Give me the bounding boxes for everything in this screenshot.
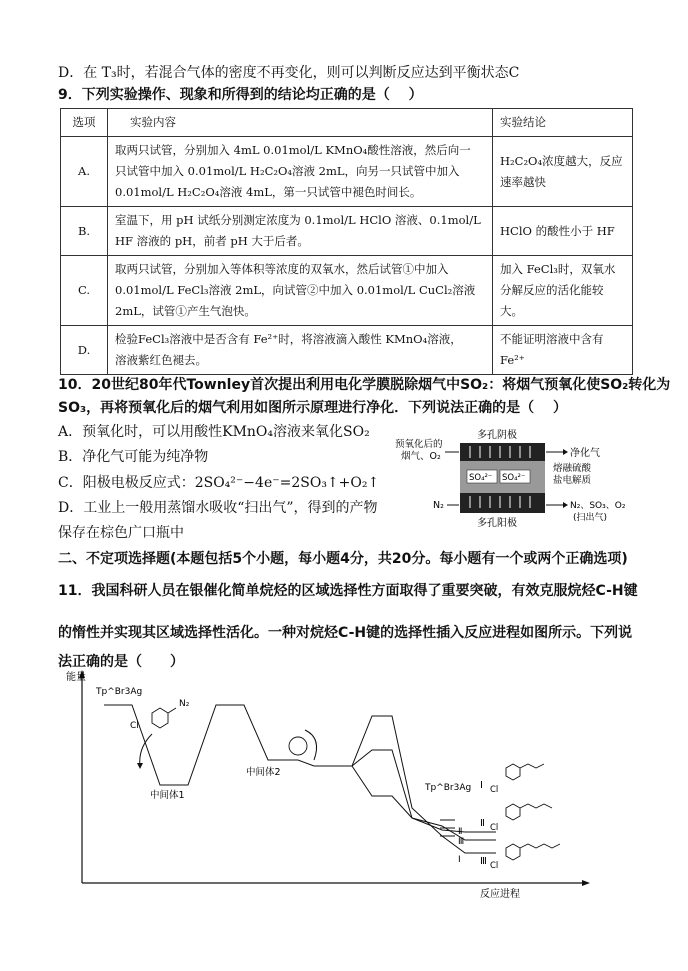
q11-stem-line1: 11．我国科研人员在银催化简单烷烃的区域选择性方面取得了重要突破，有效克服烷烃C-H键: [58, 583, 638, 599]
cell-line: HF 溶液的 pH，前者 pH 大于后者。: [115, 234, 309, 248]
table-header: 选项: [61, 109, 108, 137]
q10-option-d-line1: D．工业上一般用蒸馏水吸收“扫出气”，得到的产物: [58, 500, 378, 516]
energy-profile-diagram: [60, 668, 595, 900]
intermediate-2-label: 中间体2: [246, 767, 281, 778]
cell-line: 速率越快: [500, 174, 546, 189]
table-cell-option: C.: [61, 256, 108, 326]
table-cell-option: D.: [61, 326, 108, 375]
q10-option-c: C．阳极电极反应式：2SO₄²⁻−4e⁻=2SO₃↑+O₂↑: [58, 475, 380, 491]
table-cell-content: [108, 207, 493, 256]
cell-line: 溶液紫红色褪去。: [115, 353, 207, 367]
bond: [168, 708, 176, 713]
y-axis-label: 能量: [66, 672, 86, 683]
product-label: Ⅰ: [480, 780, 483, 791]
table-row: [61, 256, 633, 326]
cell-line: 加入 FeCl₃时，双氧水: [500, 262, 616, 276]
cell-line: 不能证明溶液中含有: [500, 332, 604, 346]
table-row: [61, 326, 633, 375]
experiment-table: [60, 108, 633, 375]
chlorine-label: Cl: [490, 823, 499, 833]
cell-line: 分解反应的活化能较: [500, 283, 604, 297]
ion-label: SO₄²⁻: [469, 473, 493, 483]
alkyl-chain: [520, 844, 560, 848]
benzene-ring: [152, 708, 168, 728]
inlet-label: 烟气、O₂: [401, 451, 441, 462]
product-label: Ⅲ: [480, 856, 487, 867]
table-cell-result: [493, 207, 633, 256]
table-header: 实验结论: [493, 109, 633, 137]
table-cell-result: [493, 326, 633, 375]
intermediate-1-label: 中间体1: [150, 790, 185, 801]
curve-label: Ⅱ: [458, 827, 463, 837]
table-cell-result: [493, 137, 633, 207]
benzene-ring: [506, 764, 520, 780]
curved-arrow: [140, 734, 152, 766]
q11-stem-line2: 的惰性并实现其区域选择性活化。一种对烷烃C-H键的选择性插入反应进程如图所示。下列说: [58, 625, 633, 641]
q10-stem-line2: SO₃，再将预氧化后的烟气利用如图所示原理进行净化．下列说法正确的是（ ）: [58, 400, 567, 416]
sweep-gas-label: N₂、SO₃、O₂: [570, 501, 626, 511]
cell-line: 2mL，试管①产生气泡快。: [115, 304, 256, 318]
anode-plate: [460, 493, 545, 513]
chlorine-label: Cl: [490, 785, 499, 795]
alkyl-chain: [520, 764, 544, 768]
benzene-ring: [506, 804, 520, 820]
anode-label: 多孔阳极: [477, 518, 517, 528]
electrolyte-label: 熔融硫酸: [553, 463, 592, 474]
table-cell-option: B.: [61, 207, 108, 256]
cell-line: 室温下，用 pH 试纸分别测定浓度为 0.1mol/L HClO 溶液、0.1mol/L: [115, 213, 481, 227]
q11-stem-line3: 法正确的是（ ）: [58, 654, 184, 670]
ion-label: SO₄²⁻: [502, 473, 526, 483]
cell-line: HClO 的酸性小于 HF: [500, 223, 615, 238]
benzene-ring: [506, 844, 520, 860]
q10-stem-line1: 10．20世纪80年代Townley首次提出利用电化学膜脱除烟气中SO₂：将烟气预氧化使SO₂转化为: [58, 377, 671, 393]
product-label: Ⅱ: [480, 818, 485, 829]
table-cell-content: [108, 137, 493, 207]
product-I: [480, 764, 544, 795]
table-header-row: [61, 109, 633, 137]
q10-option-b: B．净化气可能为纯净物: [58, 449, 209, 465]
table-cell-option: A.: [61, 137, 108, 207]
cell-line: 0.01mol/L FeCl₃溶液 2mL，向试管②中加入 0.01mol/L CuCl₂溶液: [115, 283, 476, 297]
diazo-n2-label: N₂: [179, 699, 190, 709]
transition-state-sketch: [289, 737, 307, 755]
cell-line: 大。: [500, 304, 523, 318]
clean-gas-label: 净化气: [570, 448, 600, 459]
cathode-label: 多孔阴极: [477, 430, 517, 441]
curve-label: Ⅰ: [458, 855, 461, 865]
cathode-plate: [460, 443, 545, 461]
arrowhead: [582, 880, 590, 886]
table-row: [61, 137, 633, 207]
chlorine-label: Cl: [490, 861, 499, 871]
table-header: 实验内容: [108, 109, 493, 137]
catalyst-label: Tp^Br3Ag: [96, 687, 143, 697]
arrowhead: [563, 449, 568, 455]
product-III: [480, 844, 560, 871]
table-cell-content: [108, 256, 493, 326]
catalyst-label: Tp^Br3Ag: [425, 783, 472, 793]
chlorine-label: Cl: [130, 721, 139, 731]
alkyl-chain: [520, 804, 552, 808]
cell-line: 取两只试管，分别加入 4mL 0.01mol/L KMnO₄酸性溶液，然后向一: [115, 143, 471, 157]
x-axis-label: 反应进程: [480, 889, 520, 900]
cell-line: 检验FeCl₃溶液中是否含有 Fe²⁺时，将溶液滴入酸性 KMnO₄溶液，: [115, 332, 462, 346]
inlet-label: 预氧化后的: [395, 439, 443, 450]
cell-line: H₂C₂O₄浓度越大，反应: [500, 153, 623, 168]
table-cell-result: [493, 256, 633, 326]
sweep-gas-note: (扫出气): [573, 513, 608, 523]
cell-line: 取两只试管，分别加入等体积等浓度的双氧水，然后试管①中加入: [115, 262, 449, 276]
section-two-heading: 二、不定项选择题(本题包括5个小题，每小题4分，共20分。每小题有一个或两个正确选项): [58, 551, 628, 567]
q10-option-d-line2: 保存在棕色广口瓶中: [58, 525, 184, 541]
q10-option-a: A．预氧化时，可以用酸性KMnO₄溶液来氧化SO₂: [58, 424, 370, 440]
arrowhead: [563, 502, 568, 508]
electrochemical-membrane-diagram: [385, 428, 663, 528]
cell-line: Fe²⁺: [500, 353, 525, 367]
arrowhead: [137, 763, 143, 769]
product-II: [480, 804, 552, 833]
energy-path-main: [104, 705, 314, 785]
table-cell-content: [108, 326, 493, 375]
cell-line: 0.01mol/L H₂C₂O₄溶液 4mL，第一只试管中褪色时间长。: [115, 185, 422, 199]
electrolyte-label: 盐电解质: [553, 475, 592, 486]
q8-option-d: D．在 T₃时，若混合气体的密度不再变化，则可以判断反应达到平衡状态C: [58, 65, 520, 81]
n2-inlet-label: N₂: [433, 500, 444, 511]
q9-stem: 9．下列实验操作、现象和所得到的结论均正确的是（ ）: [58, 87, 423, 103]
table-row: [61, 207, 633, 256]
curve-label: Ⅲ: [458, 837, 465, 847]
cell-line: 只试管中加入 0.01mol/L H₂C₂O₄溶液 2mL，向另一只试管中加入: [115, 164, 460, 178]
